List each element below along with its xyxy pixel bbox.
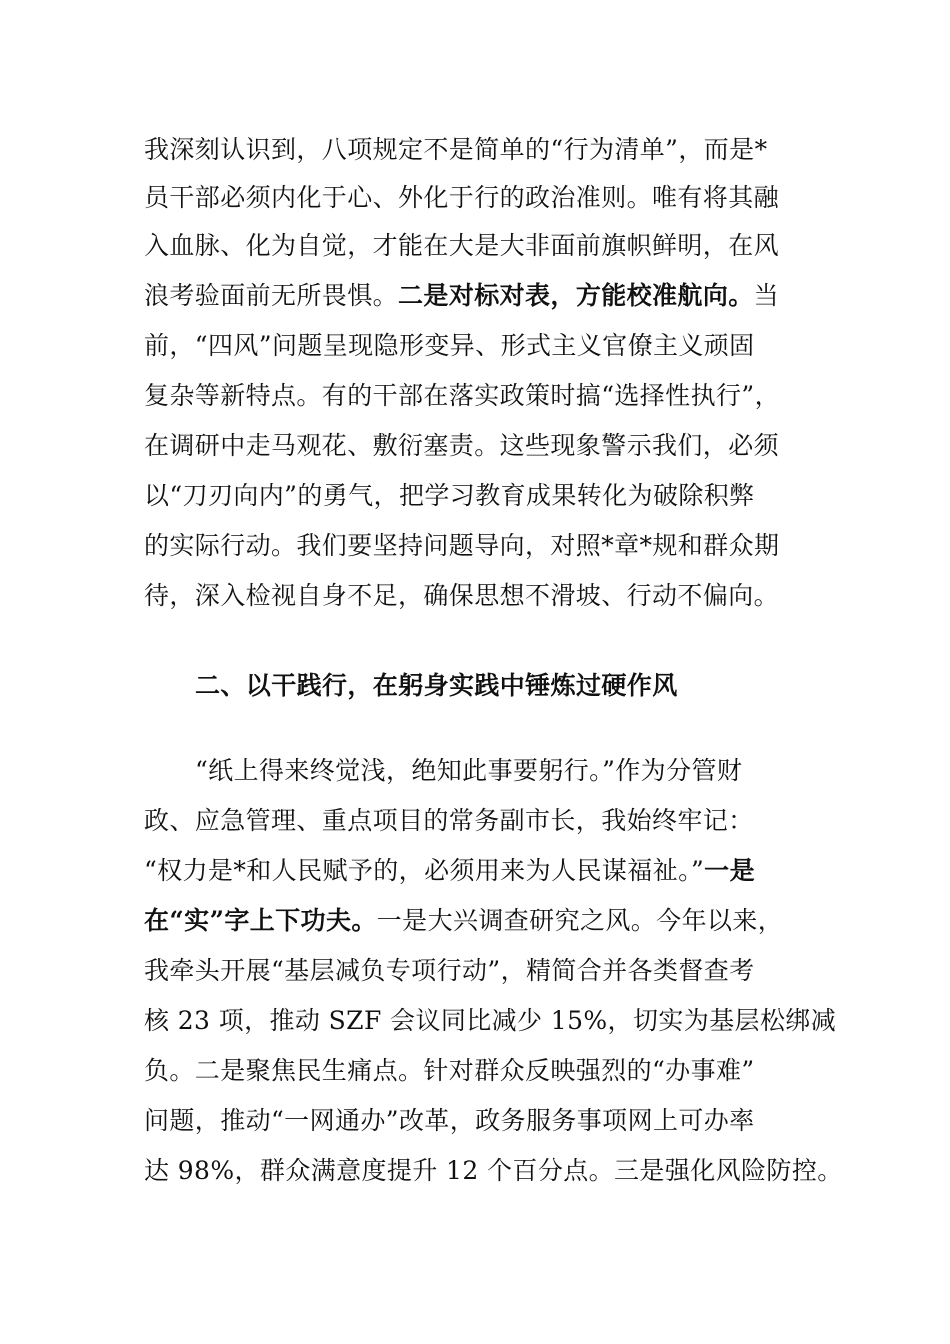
paragraph1-line1: 我深刻认识到，八项规定不是简单的“行为清单”，而是* — [144, 135, 768, 164]
paragraph1-line4 — [144, 281, 779, 311]
paragraph1-line8: 以“刀刃向内”的勇气，把学习教育成果转化为破除积弊 — [144, 481, 755, 510]
paragraph1-line4-end: 当 — [753, 281, 780, 310]
paragraph2-line3-text: “权力是*和人民赋予的，必须用来为人民谋福祉。” — [144, 856, 705, 885]
paragraph2-line6: 核 23 项，推动 SZF 会议同比减少 15%，切实为基层松绑减 — [144, 1006, 837, 1035]
paragraph2-line7: 负。二是聚焦民生痛点。针对群众反映强烈的“办事难” — [144, 1056, 755, 1085]
point-one-heading-start: 一是 — [704, 856, 755, 885]
paragraph1-line7: 在调研中走马观花、敷衍塞责。这些现象警示我们，必须 — [144, 431, 780, 460]
paragraph2-line5: 我牵头开展“基层减负专项行动”，精简合并各类督查考 — [144, 956, 755, 985]
paragraph1-line10: 待，深入检视自身不足，确保思想不滑坡、行动不偏向。 — [144, 581, 780, 610]
paragraph1-line6: 复杂等新特点。有的干部在落实政策时搞“选择性执行”， — [144, 381, 780, 410]
section-heading: 二、以干践行，在躬身实践中锤炼过硬作风 — [195, 671, 678, 700]
paragraph2-line4 — [144, 906, 783, 936]
paragraph1-line4-text: 浪考验面前无所畏惧。 — [144, 281, 399, 310]
paragraph1-line2: 员干部必须内化于心、外化于行的政治准则。唯有将其融 — [144, 183, 780, 212]
point-two-heading: 二是对标对表，方能校准航向。 — [398, 281, 754, 310]
paragraph2-line2: 政、应急管理、重点项目的常务副市长，我始终牢记： — [144, 806, 754, 835]
paragraph2-line1: “纸上得来终觉浅，绝知此事要躬行。”作为分管财 — [195, 756, 743, 785]
paragraph1-line9: 的实际行动。我们要坚持问题导向，对照*章*规和群众期 — [144, 531, 780, 560]
paragraph2-line9: 达 98%，群众满意度提升 12 个百分点。三是强化风险防控。 — [144, 1156, 843, 1185]
paragraph1-line3: 入血脉、化为自觉，才能在大是大非面前旗帜鲜明，在风 — [144, 231, 780, 260]
paragraph2-line8: 问题，推动“一网通办”改革，政务服务事项网上可办率 — [144, 1106, 755, 1135]
point-one-heading-end: 在“实”字上下功夫。 — [144, 906, 377, 935]
paragraph2-line3 — [144, 856, 755, 886]
paragraph1-line5: 前，“四风”问题呈现隐形变异、形式主义官僚主义顽固 — [144, 331, 755, 360]
paragraph2-line4-text: 一是大兴调查研究之风。今年以来， — [376, 906, 784, 935]
